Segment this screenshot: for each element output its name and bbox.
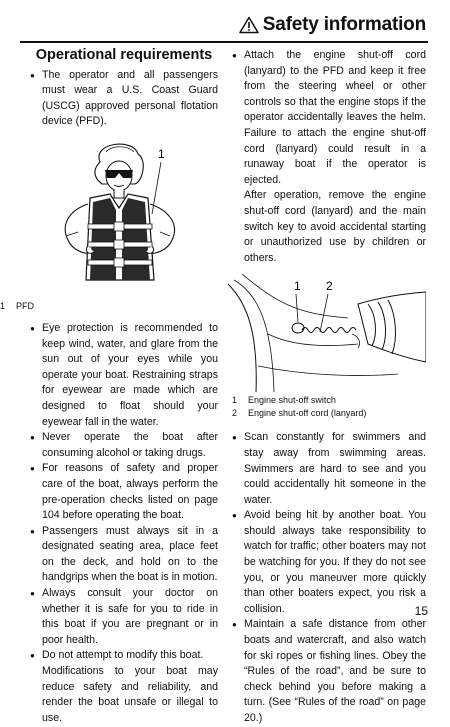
caption-text: Engine shut-off switch: [248, 395, 336, 406]
bullet-safe-distance: ● Maintain a safe distance from other boats and watercraft, and also watch for ski ropes or fishing lines. Obey the “Rules of the road”, and be sure to check behind you before making a turn. (See “Rules of the road” on page 20.): [232, 617, 426, 726]
bullet-doctor: ● Always consult your doctor on whether it is safe for you to ride in this boat if you are pregnant or in poor health.: [30, 586, 218, 648]
page-number: 15: [414, 604, 428, 618]
bullet-pfd: ● The operator and all passengers must wear a U.S. Coast Guard (USCG) approved personal flotation device (PFD).: [30, 68, 218, 130]
page-header: [0, 0, 450, 44]
figure-callout-1: 1: [158, 146, 165, 161]
pfd-illustration: [30, 132, 218, 282]
caption-number: 2: [232, 408, 238, 419]
caption-number: 1: [0, 300, 6, 311]
warning-icon: [239, 16, 259, 34]
shutoff-illustration: [228, 274, 426, 392]
pfd-figure: [30, 132, 218, 282]
caption-number: 1: [232, 395, 238, 406]
figure-caption-1: [232, 394, 426, 407]
bullet-shutoff-cord: ● Attach the engine shut-off cord (lanyard) to the PFD and keep it free from the steering wheel or other controls so that the engine stops if the operator accidentally leaves the helm. Failure to attach the engine shut-off cord (lanyard) could result in a runaway boat if the operator is ejected.: [232, 48, 426, 188]
shutoff-figure: [228, 274, 426, 392]
bullet-eye-protection: ● Eye protection is recommended to keep wind, water, and glare from the sun out of your eyes while you operate your boat. Restraining straps for eyewear are made which are designed to float should your eyewear fall in the water.: [30, 321, 218, 430]
bullet-avoid-collision: ● Avoid being hit by another boat. You should always take responsibility to watch for traffic; other boaters may not be watching for you. If they do not see you, or you maneuver more quickly than other boaters expect, you risk a collision.: [232, 508, 426, 617]
section-title: [239, 14, 426, 36]
section-heading: Operational requirements: [35, 47, 213, 63]
bullet-alcohol: ● Never operate the boat after consuming alcohol or taking drugs.: [30, 430, 218, 461]
right-column: [232, 44, 426, 727]
caption-text: Engine shut-off cord (lanyard): [248, 408, 367, 419]
figure-caption-2: [232, 407, 426, 420]
header-rule: [20, 41, 428, 43]
figure-callout-1: 1: [294, 279, 301, 294]
bullet-swimmers: ● Scan constantly for swimmers and stay away from swimming areas. Swimmers are hard to see and you could accidentally hit someone in the water.: [232, 430, 426, 508]
bullet-pre-operation: ● For reasons of safety and proper care of the boat, always perform the pre-operation checks listed on page 104 before operating the boat.: [30, 461, 218, 523]
caption-text: PFD: [16, 300, 34, 311]
bullet-modify: ● Do not attempt to modify this boat.: [30, 648, 218, 664]
modify-continuation: Modifications to your boat may reduce safety and reliability, and render the boat unsafe or illegal to use.: [42, 665, 218, 724]
figure-caption: [0, 300, 220, 313]
left-column: [0, 44, 218, 726]
figure-callout-2: 2: [326, 279, 333, 294]
section-title-text: Safety information: [262, 14, 426, 35]
bullet-passengers: ● Passengers must always sit in a designated seating area, place feet on the deck, and hold on to the handgrips when the boat is in motion.: [30, 524, 218, 586]
shutoff-continuation: After operation, remove the engine shut-off cord (lanyard) and the main switch key to avoid accidental starting or unauthorized use by children or others.: [244, 189, 426, 264]
